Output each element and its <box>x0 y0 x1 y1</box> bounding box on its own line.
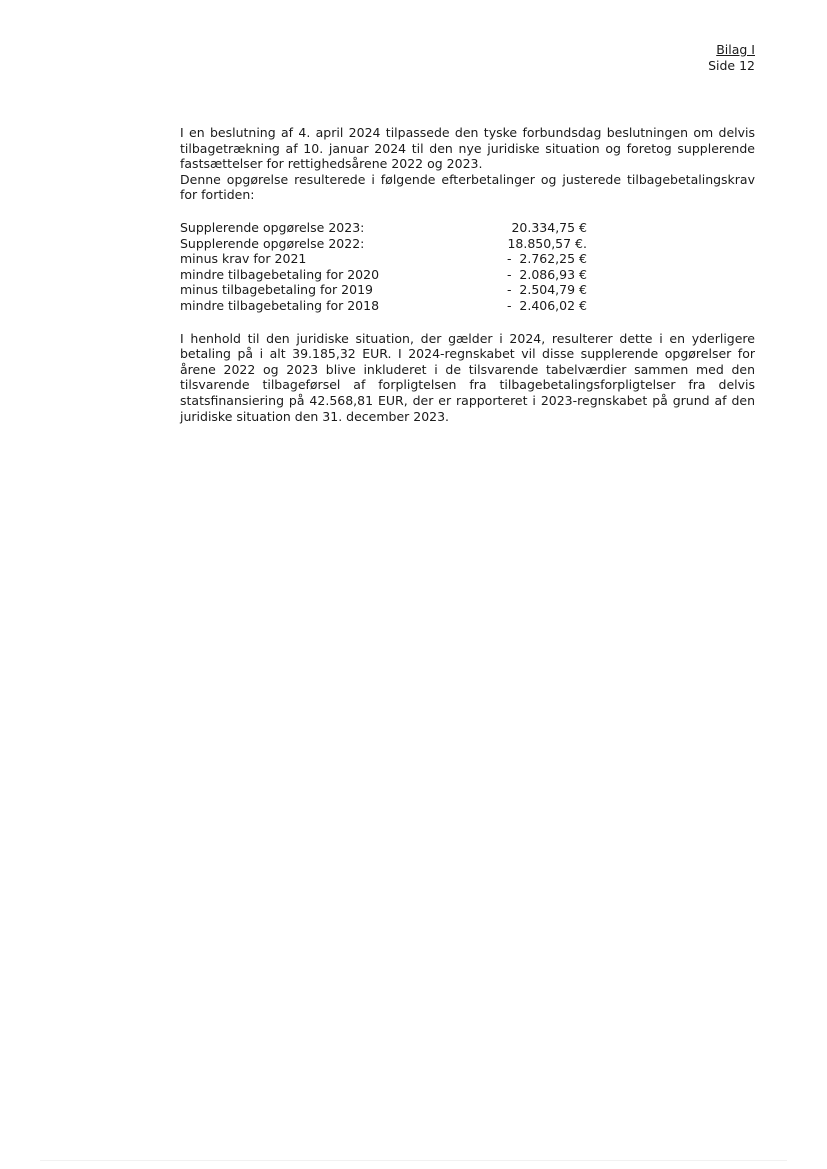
list-item <box>180 267 755 283</box>
appendix-label: Bilag I <box>716 42 755 57</box>
item-amount: - 2.762,25 € <box>506 251 587 267</box>
list-item <box>180 298 755 314</box>
item-amount: - 2.086,93 € <box>506 266 587 282</box>
list-item <box>180 251 755 267</box>
list-item <box>180 282 755 298</box>
item-label: mindre tilbagebetaling for 2020 <box>180 266 380 282</box>
scan-edge-divider <box>40 1160 787 1161</box>
body-text <box>180 125 755 424</box>
item-amount: 18.850,57 €. <box>507 235 587 251</box>
spacer <box>180 314 755 331</box>
item-label: mindre tilbagebetaling for 2018 <box>180 297 380 313</box>
item-label: Supplerende opgørelse 2022: <box>180 235 365 251</box>
paragraph-lead: Denne opgørelse resulterede i følgende efterbetalinger og justerede tilbagebetalingskrav for fortiden: <box>180 171 755 203</box>
item-amount: - 2.406,02 € <box>506 297 587 313</box>
spacer <box>180 203 755 220</box>
paragraph-conclusion: I henhold til den juridiske situation, der gælder i 2024, resulterer dette i en yderligere betaling på i alt 39.185,32 EUR. I 2024-regnskabet vil disse supplerende opgørelser for årene 2022 og 2023 blive inkluderet i de tilsvarende tabelværdier sammen med den tilsvarende tilbageførsel af forpligtelsen fra tilbagebetalingsforpligtelser fra delvis statsfinansiering på 42.568,81 EUR, der er rapporteret i 2023-regnskabet på grund af den juridiske situation den 31. december 2023. <box>180 330 755 424</box>
paragraph-intro: I en beslutning af 4. april 2024 tilpassede den tyske forbundsdag beslutningen om delvis tilbagetrækning af 10. januar 2024 til den nye juridiske situation og foretog supplerende fastsættelser for rettighedsårene 2022 og 2023. <box>180 125 755 172</box>
item-label: minus krav for 2021 <box>180 251 307 267</box>
item-label: Supplerende opgørelse 2023: <box>180 219 365 235</box>
page-number: Side 12 <box>708 58 755 73</box>
item-label: minus tilbagebetaling for 2019 <box>180 282 373 298</box>
list-item <box>180 220 755 236</box>
item-amount: 20.334,75 € <box>511 219 587 235</box>
list-item <box>180 236 755 252</box>
amount-list <box>180 220 755 314</box>
page-header <box>708 42 755 74</box>
item-amount: - 2.504,79 € <box>506 282 587 298</box>
